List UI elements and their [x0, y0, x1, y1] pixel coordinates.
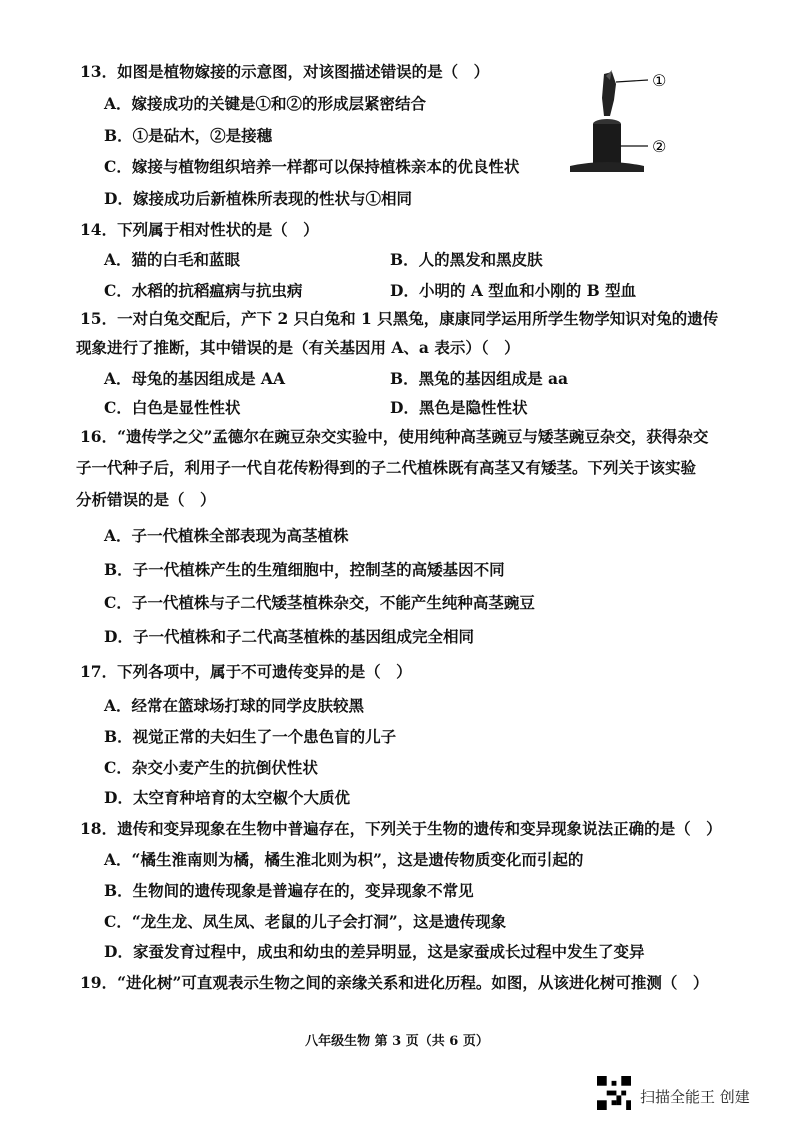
q16-stem-1: 16．“遗传学之父”孟德尔在豌豆杂交实验中，使用纯种高茎豌豆与矮茎豌豆杂交，获得杂交	[80, 427, 709, 446]
q17-stem: 17．下列各项中，属于不可遗传变异的是（ ）	[80, 662, 412, 681]
q17-option-d: D．太空育种培育的太空椒个大质优	[104, 788, 350, 807]
q14-stem: 14．下列属于相对性状的是（ ）	[80, 220, 319, 239]
q13-option-c: C．嫁接与植物组织培养一样都可以保持植株亲本的优良性状	[104, 157, 520, 176]
q15-option-a: A．母兔的基因组成是 AA	[104, 369, 285, 388]
q15-option-d: D．黑色是隐性性状	[390, 398, 528, 417]
q16-option-b: B．子一代植株产生的生殖细胞中，控制茎的高矮基因不同	[104, 560, 505, 579]
scanner-watermark: 扫描全能王 创建	[640, 1088, 750, 1106]
q15-option-b: B．黑兔的基因组成是 aa	[390, 369, 569, 388]
q18-option-a: A．“橘生淮南则为橘，橘生淮北则为枳”，这是遗传物质变化而引起的	[104, 850, 584, 869]
q14-option-a: A．猫的白毛和蓝眼	[104, 250, 241, 269]
page-footer: 八年级生物 第 3 页（共 6 页）	[305, 1034, 489, 1049]
q16-stem-3: 分析错误的是（ ）	[76, 490, 216, 509]
q18-option-b: B．生物间的遗传现象是普遍存在的，变异现象不常见	[104, 881, 474, 900]
q18-option-c: C．“龙生龙、凤生凤、老鼠的儿子会打洞”，这是遗传现象	[104, 912, 507, 931]
q13-stem: 13．如图是植物嫁接的示意图，对该图描述错误的是（ ）	[80, 62, 490, 81]
q15-stem-1: 15．一对白兔交配后，产下 2 只白兔和 1 只黑兔，康康同学运用所学生物学知识对兔的遗传	[80, 309, 719, 328]
q14-option-b: B．人的黑发和黑皮肤	[390, 250, 543, 269]
q19-stem: 19．“进化树”可直观表示生物之间的亲缘关系和进化历程。如图，从该进化树可推测（ ）	[80, 973, 709, 992]
grafting-diagram	[560, 66, 710, 178]
qr-code-icon	[597, 1076, 631, 1110]
q16-option-a: A．子一代植株全部表现为高茎植株	[104, 526, 349, 545]
q14-option-c: C．水稻的抗稻瘟病与抗虫病	[104, 281, 303, 300]
q13-option-a: A．嫁接成功的关键是①和②的形成层紧密结合	[104, 94, 427, 113]
q13-option-d: D．嫁接成功后新植株所表现的性状与①相同	[104, 189, 412, 208]
q18-option-d: D．家蚕发育过程中，成虫和幼虫的差异明显，这是家蚕成长过程中发生了变异	[104, 942, 645, 961]
q16-option-c: C．子一代植株与子二代矮茎植株杂交，不能产生纯种高茎豌豆	[104, 593, 535, 612]
q14-option-d: D．小明的 A 型血和小刚的 B 型血	[390, 281, 637, 300]
q18-stem: 18．遗传和变异现象在生物中普遍存在，下列关于生物的遗传和变异现象说法正确的是（ ）	[80, 819, 722, 838]
q17-option-c: C．杂交小麦产生的抗倒伏性状	[104, 758, 318, 777]
label-1: ①	[652, 71, 667, 90]
q17-option-a: A．经常在篮球场打球的同学皮肤较黑	[104, 696, 365, 715]
label-2: ②	[652, 137, 667, 156]
q13-option-b: B．①是砧木，②是接穗	[104, 126, 273, 145]
q15-stem-2: 现象进行了推断，其中错误的是（有关基因用 A、a 表示）（ ）	[76, 338, 520, 357]
stock-shape	[593, 124, 621, 166]
q15-option-c: C．白色是显性性状	[104, 398, 241, 417]
q16-stem-2: 子一代种子后，利用子一代自花传粉得到的子二代植株既有高茎又有矮茎。下列关于该实验	[76, 458, 697, 477]
q17-option-b: B．视觉正常的夫妇生了一个患色盲的儿子	[104, 727, 397, 746]
q16-option-d: D．子一代植株和子二代高茎植株的基因组成完全相同	[104, 627, 474, 646]
